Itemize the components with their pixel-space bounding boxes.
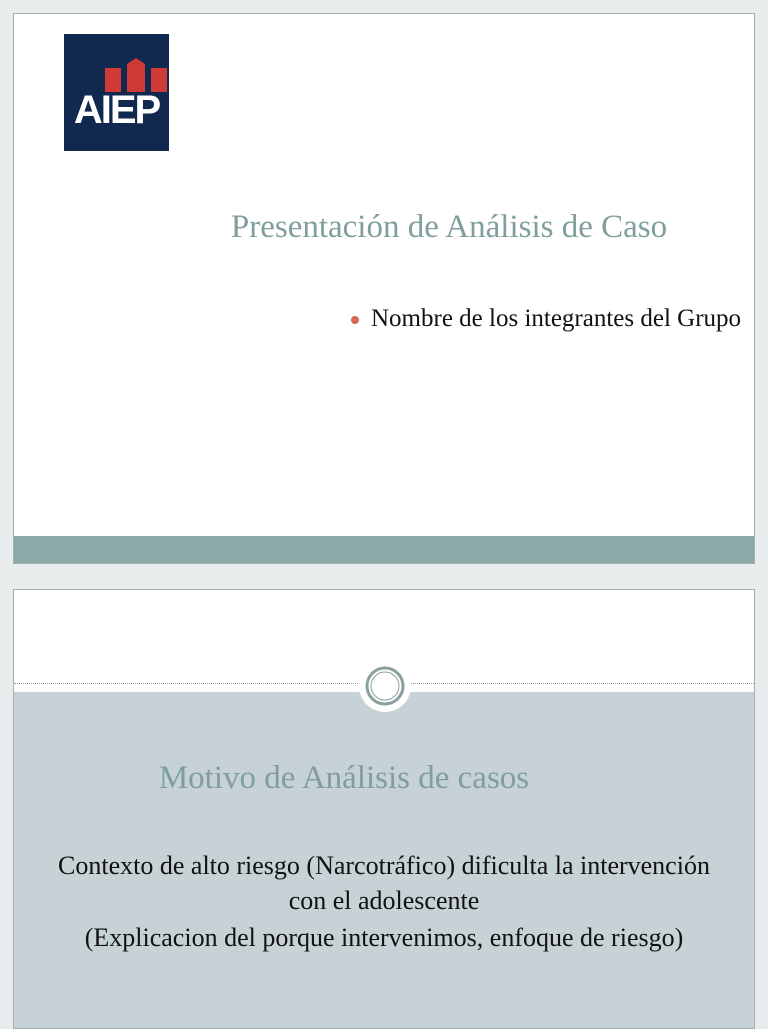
bullet-item [349,302,755,335]
building-logo-icon [105,58,167,92]
body-paragraph: (Explicacion del porque intervenimos, enfoque de riesgo) [84,923,684,952]
bullet-dot-icon [351,316,359,324]
slide-2 [13,589,755,1029]
body-paragraph: Contexto de alto riesgo (Narcotráfico) dificulta la intervención con el adolescente [58,851,710,915]
circle-ornament-icon [357,658,413,714]
bullet-list [349,302,755,335]
aiep-logo [64,34,169,151]
slide-title: Presentación de Análisis de Caso [230,209,668,245]
slide-body [44,848,724,957]
logo-text: AIEP [73,88,160,132]
slide-1 [13,13,755,564]
footer-bar [13,536,755,564]
bullet-text: Nombre de los integrantes del Grupo [371,305,742,332]
slide-title: Motivo de Análisis de casos [158,760,530,796]
